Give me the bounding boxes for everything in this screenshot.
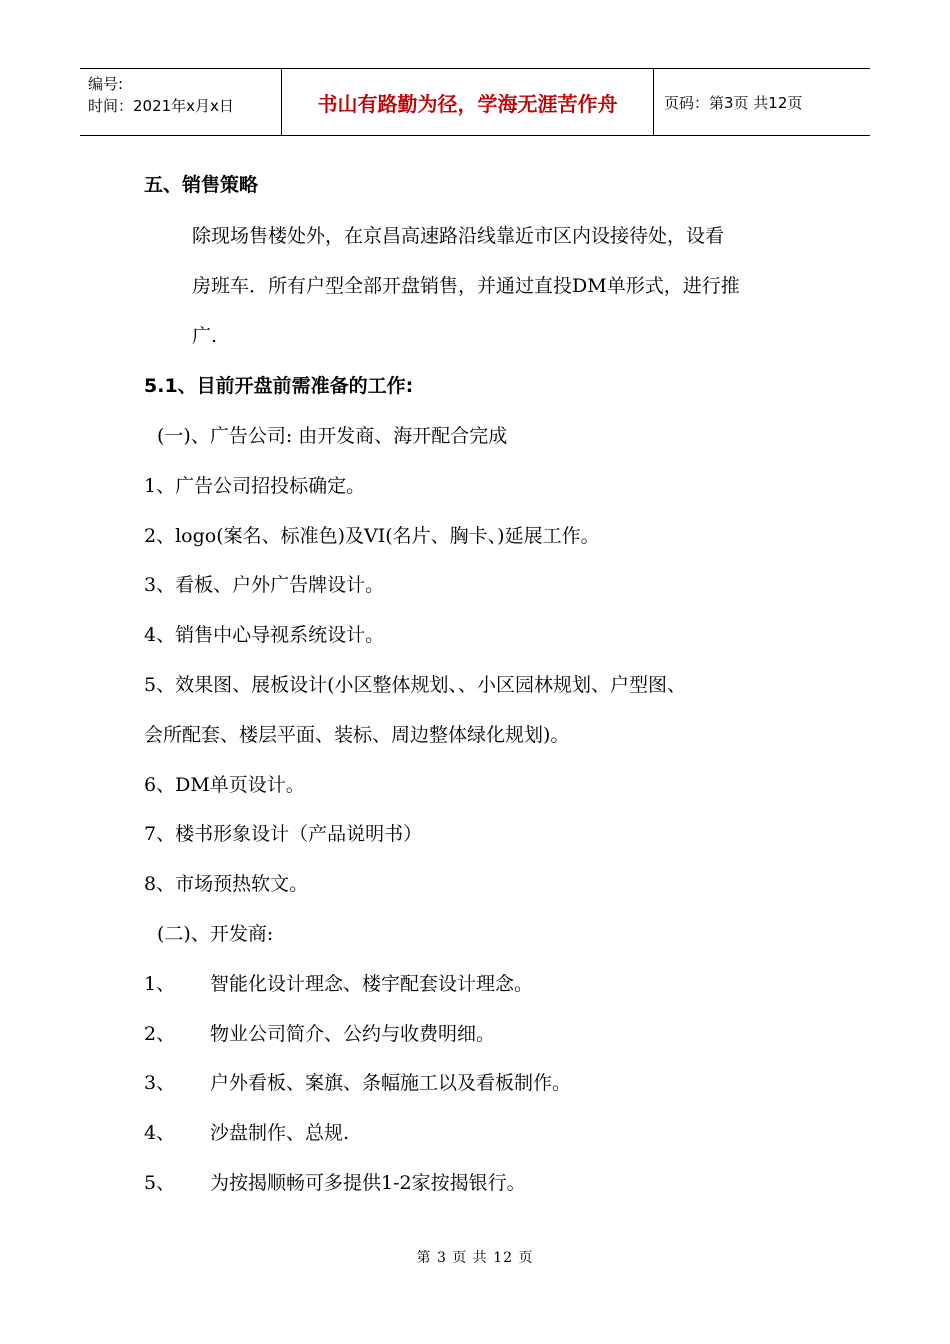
section-paragraph-line: 房班车．所有户型全部开盘销售，并通过直投DM单形式，进行推 <box>192 275 740 297</box>
list-item <box>144 1019 495 1046</box>
list-item: 4、销售中心导视系统设计。 <box>144 624 385 646</box>
list-item-number: 4、 <box>144 1122 176 1144</box>
list-item-number: 5、 <box>144 1172 176 1194</box>
list-item: 1、广告公司招投标确定。 <box>144 475 366 497</box>
list-item-number: 1、 <box>144 973 176 995</box>
list-item-continuation: 会所配套、楼层平面、装标、周边整体绿化规划)。 <box>144 724 570 746</box>
doc-time-label: 时间：2021年x月x日 <box>88 97 234 115</box>
list-item: 3、看板、户外广告牌设计。 <box>144 574 385 596</box>
list-item-text: 智能化设计理念、楼宇配套设计理念。 <box>210 973 534 995</box>
section-paragraph-line: 除现场售楼处外，在京昌高速路沿线靠近市区内设接待处，设看 <box>192 225 725 247</box>
header-meta <box>80 69 282 135</box>
group-heading: (一)、广告公司: 由开发商、海开配合完成 <box>157 425 508 447</box>
list-item-text: 户外看板、案旗、条幅施工以及看板制作。 <box>210 1072 572 1094</box>
list-item: 5、效果图、展板设计(小区整体规划、、小区园林规划、户型图、 <box>144 674 687 696</box>
list-item-text: 沙盘制作、总规. <box>210 1122 350 1144</box>
list-item-text: 为按揭顺畅可多提供1-2家按揭银行。 <box>210 1172 526 1194</box>
list-item-number: 3、 <box>144 1072 176 1094</box>
list-item <box>144 1118 349 1145</box>
section-title: 五、销售策略 <box>144 174 259 196</box>
list-item: 2、logo(案名、标准色)及VI(名片、胸卡、)延展工作。 <box>144 525 600 547</box>
header-page-number: 页码：第3页 共12页 <box>664 93 803 112</box>
subsection-title: 5.1、目前开盘前需准备的工作: <box>144 375 414 397</box>
list-item: 8、市场预热软文。 <box>144 873 309 895</box>
list-item: 7、楼书形象设计（产品说明书） <box>144 823 423 845</box>
doc-number-label: 编号: <box>88 75 124 93</box>
list-item-text: 物业公司简介、公约与收费明细。 <box>210 1023 496 1045</box>
list-item: 6、DM单页设计。 <box>144 774 305 796</box>
header-motto: 书山有路勤为径，学海无涯苦作舟 <box>282 69 654 135</box>
list-item <box>144 969 533 996</box>
section-paragraph-line: 广. <box>192 325 218 347</box>
list-item-number: 2、 <box>144 1023 176 1045</box>
page-footer: 第 3 页 共 12 页 <box>416 1250 534 1266</box>
list-item <box>144 1068 571 1095</box>
group-heading: (二)、开发商: <box>157 923 274 945</box>
page-header <box>80 68 870 136</box>
list-item <box>144 1168 526 1195</box>
